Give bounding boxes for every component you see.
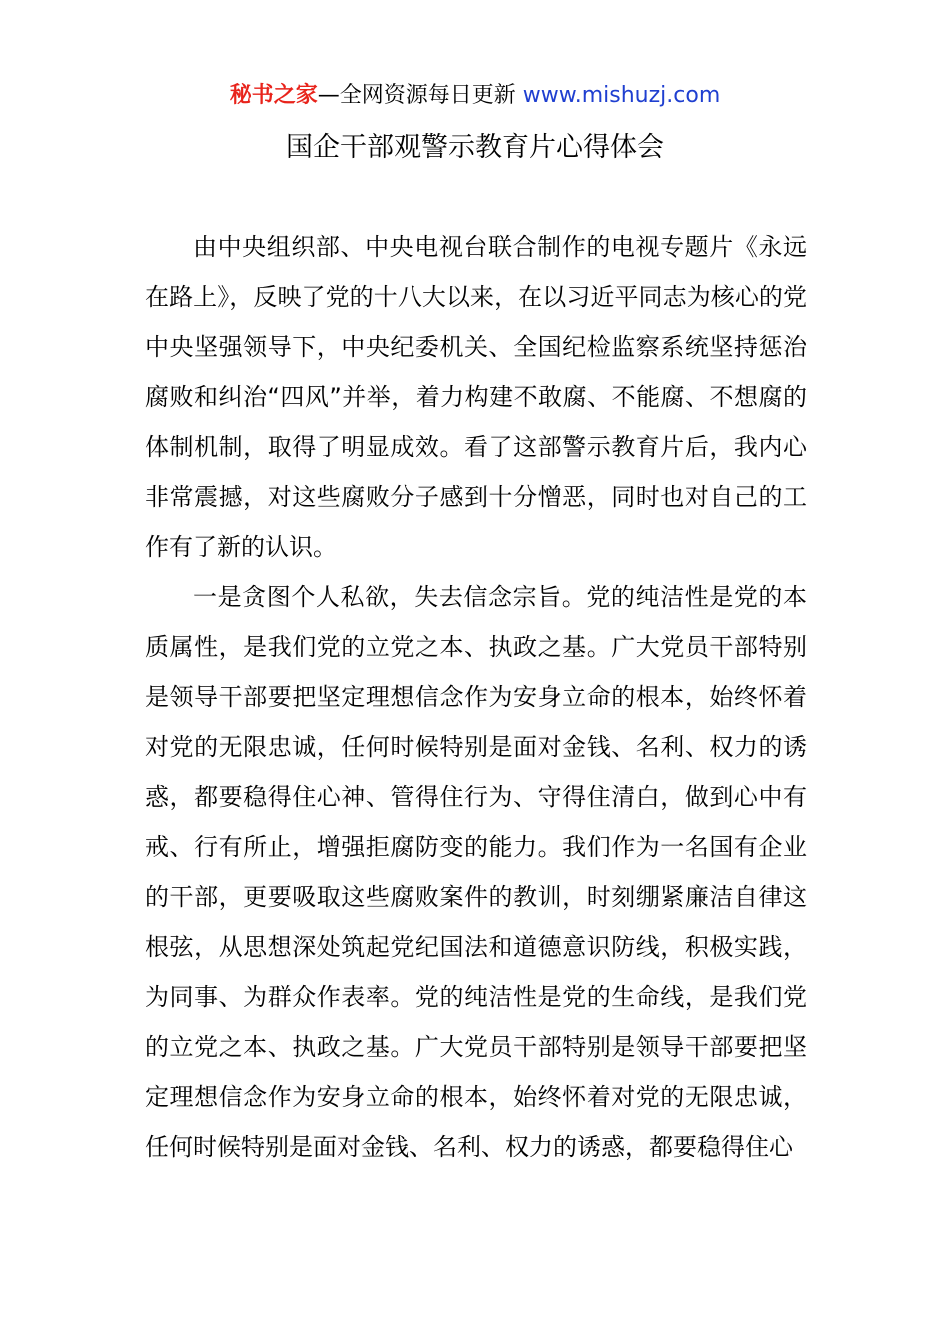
site-tagline: —全网资源每日更新 bbox=[317, 83, 516, 108]
site-url: www.mishuzj.com bbox=[522, 83, 721, 108]
document-title: 国企干部观警示教育片心得体会 bbox=[286, 132, 664, 163]
site-brand: 秘书之家 bbox=[229, 83, 318, 108]
site-header bbox=[0, 80, 950, 112]
document-body bbox=[145, 222, 807, 1172]
paragraph-intro: 由中央组织部、中央电视台联合制作的电视专题片《永远在路上》，反映了党的十八大以来，在以习近平同志为核心的党中央坚强领导下，中央纪委机关、全国纪检监察系统坚持惩治腐败和纠治“四风”并举，着力构建不敢腐、不能腐、不想腐的体制机制，取得了明显成效。看了这部警示教育片后，我内心非常震撼，对这些腐败分子感到十分憎恶，同时也对自己的工作有了新的认识。 bbox=[145, 233, 807, 561]
paragraph-point-one: 一是贪图个人私欲，失去信念宗旨。党的纯洁性是党的本质属性，是我们党的立党之本、执政之基。广大党员干部特别是领导干部要把坚定理想信念作为安身立命的根本，始终怀着对党的无限忠诚，任何时候特别是面对金钱、名利、权力的诱惑，都要稳得住心神、管得住行为、守得住清白，做到心中有戒、行有所止，增强拒腐防变的能力。我们作为一名国有企业的干部，更要吸取这些腐败案件的教训，时刻绷紧廉洁自律这根弦，从思想深处筑起党纪国法和道德意识防线，积极实践，为同事、为群众作表率。党的纯洁性是党的生命线，是我们党的立党之本、执政之基。广大党员干部特别是领导干部要把坚定理想信念作为安身立命的根本，始终怀着对党的无限忠诚，任何时候特别是面对金钱、名利、权力的诱惑，都要稳得住心 bbox=[145, 583, 807, 1161]
